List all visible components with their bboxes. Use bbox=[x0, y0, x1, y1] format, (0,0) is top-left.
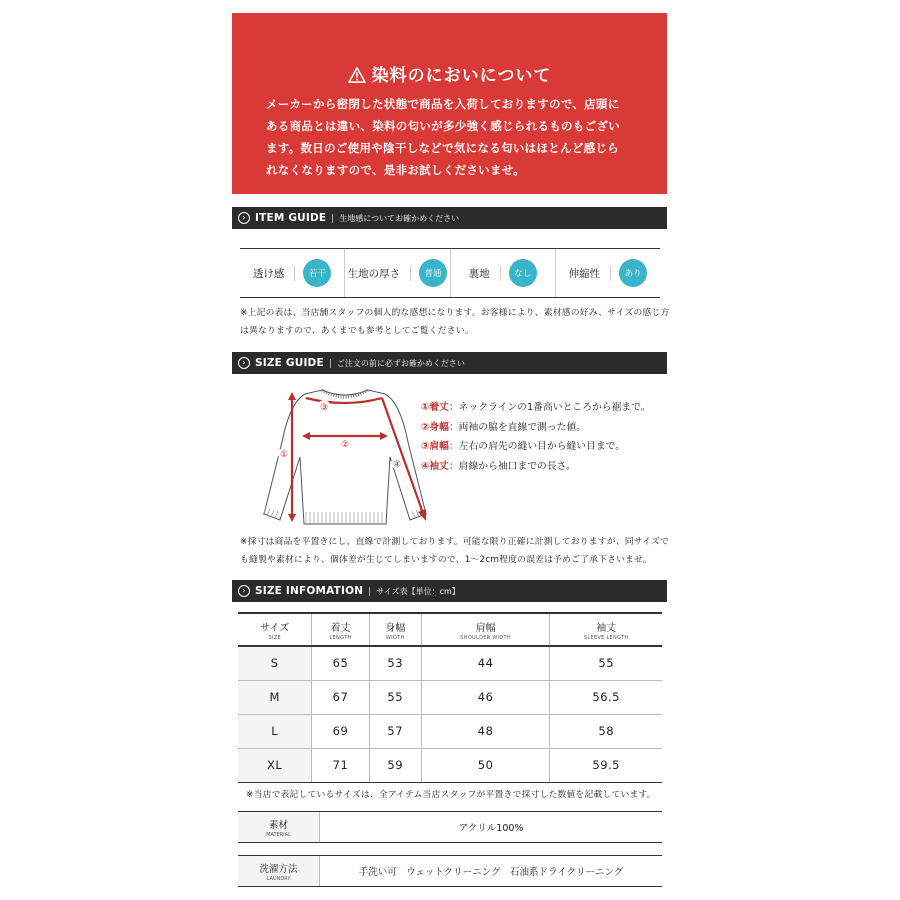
legend-key: 肩幅 bbox=[429, 441, 449, 452]
note-line: は異なりますので、あくまでも参考としてご覧ください。 bbox=[240, 326, 474, 336]
table-cell: 69 bbox=[312, 714, 369, 748]
sweater-diagram bbox=[250, 382, 440, 532]
guide-label: 透け感 bbox=[253, 266, 296, 281]
guide-label: 裏地 bbox=[469, 266, 501, 281]
header-jp: 着丈 bbox=[330, 622, 351, 634]
header-en: SLEEVE LENGTH bbox=[583, 634, 629, 641]
table-row bbox=[238, 646, 662, 680]
header-en: SIZE bbox=[268, 634, 281, 641]
notice-title bbox=[232, 61, 667, 86]
table-cell: XL bbox=[238, 748, 312, 782]
note-line: ※上記の表は、当店舗スタッフの個人的な感想になります。お客様により、素材感の好み、サイズの感じ方 bbox=[240, 308, 670, 318]
legend-desc: ：ネックラインの1番高いところから裾まで。 bbox=[448, 402, 651, 413]
guide-badge: 若干 bbox=[303, 259, 331, 287]
legend-num: ③ bbox=[421, 441, 430, 452]
size-guide-note bbox=[240, 533, 669, 569]
table-cell: 65 bbox=[312, 646, 369, 680]
table-cell: 46 bbox=[421, 680, 550, 714]
guide-badge: 普通 bbox=[419, 259, 447, 287]
column-header bbox=[369, 613, 421, 646]
table-row bbox=[238, 680, 662, 714]
header-jp: 身幅 bbox=[385, 622, 406, 634]
material-label: 素材 bbox=[268, 819, 288, 831]
diagram-label-2: ② bbox=[340, 440, 350, 450]
table-cell: 56.5 bbox=[550, 680, 662, 714]
material-label-en: MATERIAL bbox=[266, 831, 291, 838]
legend-key: 袖丈 bbox=[429, 460, 449, 472]
legend-item bbox=[421, 437, 651, 457]
size-guide-header bbox=[232, 352, 667, 374]
table-cell: 67 bbox=[312, 680, 369, 714]
table-cell: L bbox=[238, 714, 312, 748]
guide-cell-stretch bbox=[556, 249, 660, 297]
header-en: SHOULDER WIDTH bbox=[460, 634, 511, 641]
guide-label: 生地の厚さ bbox=[348, 266, 412, 281]
material-row bbox=[238, 811, 662, 843]
guide-label: 伸縮性 bbox=[569, 266, 612, 281]
laundry-header bbox=[238, 856, 320, 886]
table-cell: 53 bbox=[369, 646, 421, 680]
header-en: WIDTH bbox=[385, 634, 405, 641]
header-jp: 袖丈 bbox=[596, 622, 617, 634]
notice-line: メーカーから密閉した状態で商品を入荷しておりますので、店頭に bbox=[266, 97, 620, 111]
table-cell: M bbox=[238, 680, 312, 714]
legend-key: 身幅 bbox=[429, 421, 449, 433]
notice-body bbox=[266, 93, 637, 181]
dye-smell-notice bbox=[232, 13, 667, 194]
material-value: アクリル100% bbox=[458, 823, 524, 834]
laundry-label-en: LAUNDRY bbox=[266, 875, 291, 882]
measurement-legend bbox=[421, 398, 651, 476]
diagram-label-1: ① bbox=[279, 450, 289, 460]
material-header bbox=[238, 812, 320, 842]
size-info-note: ※当店で表記しているサイズは、全アイテム当店スタッフが平置きで採寸した数値を記載しています。 bbox=[246, 790, 656, 800]
table-cell: 55 bbox=[550, 646, 662, 680]
header-en: LENGTH bbox=[329, 634, 352, 641]
divider bbox=[332, 214, 333, 223]
table-cell: 59.5 bbox=[550, 748, 662, 782]
legend-item bbox=[421, 418, 651, 438]
note-line: も縫製や素材により、個体差が生じてしまいますので、1〜2cm程度の誤差は予めご了承下さいませ。 bbox=[240, 555, 652, 565]
legend-item bbox=[421, 457, 651, 477]
legend-item bbox=[421, 398, 651, 418]
item-guide-note bbox=[240, 304, 670, 340]
item-guide-table bbox=[240, 248, 660, 298]
notice-title-text: 染料のにおいについて bbox=[371, 66, 552, 86]
section-title: SIZE GUIDE bbox=[255, 357, 324, 369]
guide-cell-thickness bbox=[345, 249, 450, 297]
legend-desc: ：肩線から袖口までの長さ。 bbox=[448, 460, 576, 472]
table-row bbox=[238, 748, 662, 782]
section-subtitle: ご注文の前に必ずお確かめください bbox=[336, 358, 465, 368]
table-cell: 55 bbox=[369, 680, 421, 714]
divider bbox=[369, 587, 370, 596]
size-info-header bbox=[232, 580, 667, 602]
section-title: SIZE INFOMATION bbox=[255, 585, 364, 597]
note-line: ※採寸は商品を平置きにし、直線で計測しております。可能な限り正確に計測しておりますが、同サイズで bbox=[240, 537, 670, 547]
notice-line: ある商品とは違い、染料の匂いが多少強く感じられるものもござい bbox=[266, 119, 620, 133]
table-row bbox=[238, 714, 662, 748]
chevron-right-circle-icon: › bbox=[238, 212, 250, 224]
legend-num: ① bbox=[421, 402, 430, 413]
diagram-label-4: ④ bbox=[392, 460, 402, 470]
table-cell: 71 bbox=[312, 748, 369, 782]
table-cell: 50 bbox=[421, 748, 550, 782]
section-subtitle: サイズ表【単位：cm】 bbox=[376, 586, 460, 596]
table-cell: S bbox=[238, 646, 312, 680]
notice-line: れなくなりますので、是非お試しくださいませ。 bbox=[266, 163, 526, 177]
divider bbox=[330, 359, 331, 368]
guide-cell-lining bbox=[451, 249, 556, 297]
laundry-row bbox=[238, 855, 662, 887]
guide-badge: あり bbox=[619, 259, 647, 287]
laundry-label: 洗濯方法 bbox=[259, 863, 298, 875]
section-title: ITEM GUIDE bbox=[255, 212, 327, 224]
legend-key: 着丈 bbox=[429, 402, 449, 413]
guide-cell-transparency bbox=[240, 249, 345, 297]
header-jp: サイズ bbox=[260, 622, 290, 634]
table-cell: 57 bbox=[369, 714, 421, 748]
table-header-row bbox=[238, 613, 662, 646]
table-cell: 58 bbox=[550, 714, 662, 748]
legend-num: ② bbox=[421, 421, 430, 433]
table-cell: 48 bbox=[421, 714, 550, 748]
section-subtitle: 生地感についてお確かめください bbox=[339, 213, 460, 223]
item-guide-header bbox=[232, 207, 667, 229]
guide-badge: なし bbox=[509, 259, 537, 287]
column-header bbox=[238, 613, 312, 646]
laundry-value: 手洗い可 ウェットクリーニング 石油系ドライクリーニング bbox=[358, 867, 624, 878]
legend-num: ④ bbox=[421, 460, 430, 472]
warning-icon bbox=[348, 67, 366, 83]
chevron-right-circle-icon: › bbox=[238, 357, 250, 369]
legend-desc: ：左右の肩先の縫い目から縫い目まで。 bbox=[448, 441, 626, 452]
column-header bbox=[421, 613, 550, 646]
column-header bbox=[312, 613, 369, 646]
chevron-right-circle-icon: › bbox=[238, 585, 250, 597]
header-jp: 肩幅 bbox=[475, 622, 496, 634]
size-table bbox=[238, 612, 662, 783]
column-header bbox=[550, 613, 662, 646]
legend-desc: ：両袖の脇を直線で測った値。 bbox=[448, 421, 587, 433]
table-cell: 59 bbox=[369, 748, 421, 782]
table-cell: 44 bbox=[421, 646, 550, 680]
notice-line: ます。数日のご使用や陰干しなどで気になる匂いはほとんど感じら bbox=[266, 141, 620, 155]
diagram-label-3: ③ bbox=[319, 403, 329, 413]
